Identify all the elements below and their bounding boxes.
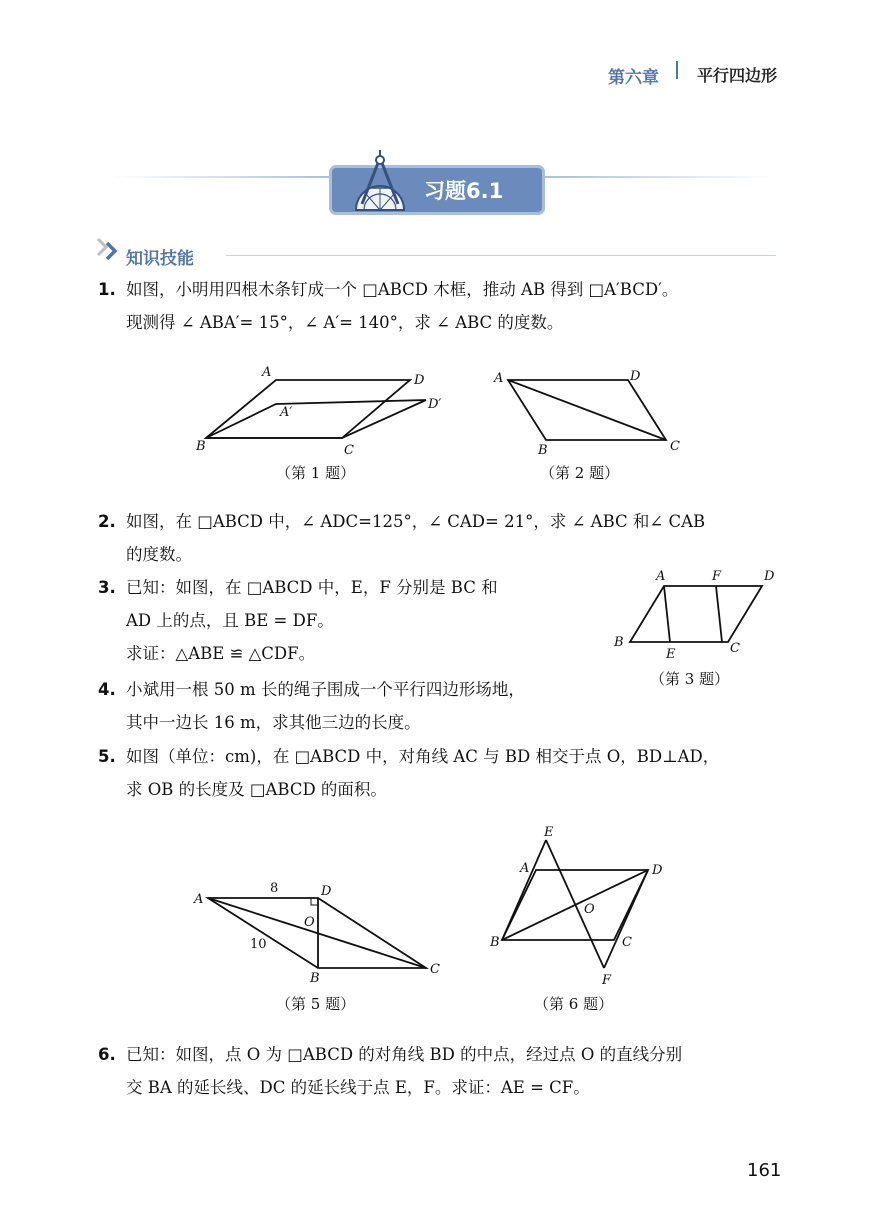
problem-number: 6.: [98, 1045, 116, 1064]
problem-1: [98, 273, 679, 339]
problem-line: 其中一边长 16 m，求其他三边的长度。: [126, 713, 421, 732]
page-number: 161: [747, 1160, 782, 1181]
figure-5: [190, 876, 450, 988]
label-a: A: [656, 569, 666, 584]
diagonal-ac: [208, 898, 426, 968]
label-a: A: [262, 365, 272, 380]
label-a: A: [194, 892, 204, 907]
problem-6: [98, 1038, 683, 1104]
banner-line-right: [542, 176, 774, 178]
label-d: D: [764, 569, 775, 584]
double-chevron-icon: [95, 236, 123, 262]
problem-line: 小斌用一根 50 m 长的绳子围成一个平行四边形场地，: [126, 680, 525, 699]
label-f: F: [602, 973, 612, 988]
figure-1-caption: （第 1 题）: [276, 464, 356, 482]
line-eb: [502, 840, 546, 940]
label-b: B: [490, 935, 500, 950]
problem-line: 如图，小明用四根木条钉成一个 □ABCD 木框，推动 AB 得到 □A′BCD′。: [126, 280, 679, 299]
figure-6-caption: （第 6 题）: [534, 995, 614, 1013]
label-d-prime: D′: [428, 397, 442, 412]
parallelogram-abcd: [206, 380, 410, 438]
problem-number: 3.: [98, 578, 116, 597]
chapter-label: 第六章: [608, 68, 659, 88]
problem-line: 求证：△ABE ≌ △CDF。: [126, 644, 316, 663]
problem-number: 4.: [98, 680, 116, 699]
diagonal-ac: [508, 380, 666, 440]
problem-line: 如图，在 □ABCD 中，∠ ADC=125°，∠ CAD= 21°，求 ∠ ABC 和∠ CAB: [126, 512, 706, 531]
line-df: [604, 870, 648, 968]
figure-5-caption: （第 5 题）: [276, 995, 356, 1013]
figure-3: [606, 562, 786, 662]
label-b: B: [196, 439, 206, 454]
parallelogram-abcd: [630, 586, 762, 642]
length-ab: 10: [250, 937, 267, 952]
label-c: C: [430, 962, 440, 977]
banner-line-left: [110, 176, 332, 178]
label-c: C: [344, 443, 354, 458]
length-ad: 8: [270, 881, 279, 896]
figure-2: [488, 360, 688, 460]
problem-3: [98, 571, 498, 670]
label-o: O: [584, 902, 595, 917]
label-e: E: [544, 825, 554, 840]
figure-2-caption: （第 2 题）: [540, 464, 620, 482]
header-divider: [676, 61, 678, 79]
label-b: B: [310, 971, 320, 986]
problem-line: 现测得 ∠ ABA′= 15°，∠ A′= 140°，求 ∠ ABC 的度数。: [126, 313, 564, 332]
figure-1: [192, 360, 452, 460]
problem-number: 2.: [98, 512, 116, 531]
label-b: B: [614, 635, 624, 650]
label-b: B: [538, 443, 548, 458]
problem-line: 的度数。: [126, 545, 192, 564]
label-d: D: [630, 369, 641, 384]
label-c: C: [622, 935, 632, 950]
problem-line: 已知：如图，点 O 为 □ABCD 的对角线 BD 的中点，经过点 O 的直线分别: [126, 1045, 683, 1064]
right-angle-mark: [311, 898, 318, 905]
label-e: E: [666, 647, 676, 662]
label-d: D: [414, 373, 425, 388]
label-a-prime: A′: [280, 405, 293, 420]
problem-line: 已知：如图，在 □ABCD 中，E，F 分别是 BC 和: [126, 578, 498, 597]
figure-3-caption: （第 3 题）: [650, 670, 730, 688]
chapter-title: 平行四边形: [697, 66, 778, 85]
problem-line: 交 BA 的延长线、DC 的延长线于点 E，F。求证：AE = CF。: [126, 1078, 590, 1097]
section-divider: [226, 255, 776, 256]
compass-protractor-icon: [350, 148, 410, 214]
segment-cf: [716, 586, 722, 642]
label-d: D: [652, 863, 663, 878]
problem-number: 1.: [98, 280, 116, 299]
problem-4: [98, 673, 525, 739]
problem-line: 求 OB 的长度及 □ABCD 的面积。: [126, 780, 387, 799]
problem-5: [98, 740, 720, 806]
label-f: F: [712, 569, 722, 584]
figure-6: [488, 820, 678, 990]
label-d: D: [321, 884, 332, 899]
label-a: A: [494, 371, 504, 386]
exercise-title: 习题6.1: [424, 179, 504, 203]
problem-number: 5.: [98, 747, 116, 766]
label-c: C: [730, 641, 740, 656]
problem-line: AD 上的点，且 BE = DF。: [126, 611, 334, 630]
section-title: 知识技能: [126, 249, 194, 269]
label-c: C: [670, 439, 680, 454]
segment-ae: [664, 586, 670, 642]
problem-line: 如图（单位：cm)，在 □ABCD 中，对角线 AC 与 BD 相交于点 O，BD⊥AD，: [126, 747, 720, 766]
parallelogram-a1bcd1: [206, 400, 426, 438]
line-ef: [546, 840, 604, 968]
label-o: O: [304, 915, 315, 930]
label-a: A: [520, 861, 530, 876]
